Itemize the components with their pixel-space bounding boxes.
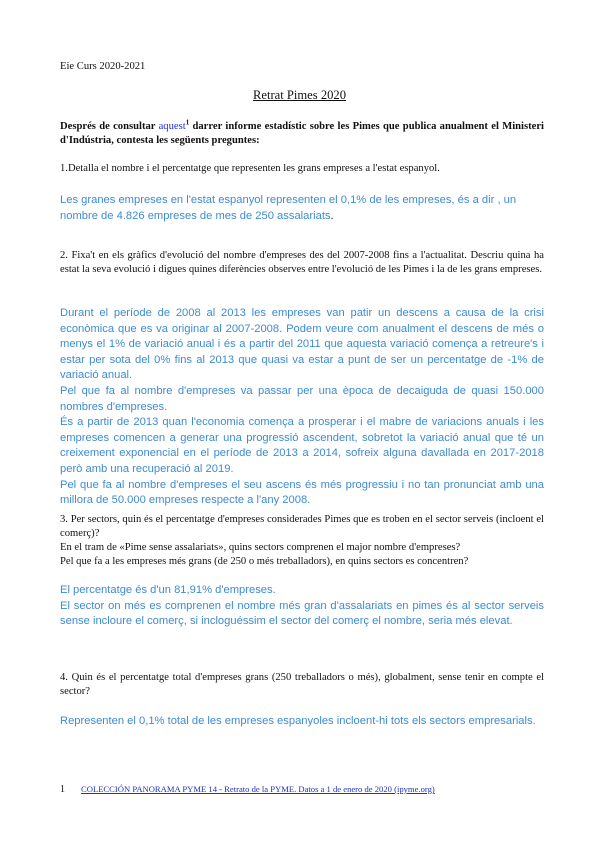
question-3 — [60, 513, 544, 569]
answer-2-paragraph-3: És a partir de 2013 quan l'economia comença a prosperar i el mabre de variacions anuals i les empreses comencen a generar una progressió ascendent, sobretot la variació anual que té un creixement exponencial en el període de 2013 a 2014, sofreix alguna davallada en 2017-2018 però amb una recuperació al 2019. — [60, 416, 544, 475]
answer-4: Representen el 0,1% total de les empreses espanyoles incloent-hi tots els sectors empresarials. — [60, 715, 536, 727]
footnote — [60, 779, 544, 797]
answer-1-period: . — [330, 209, 334, 222]
answer-3-paragraph-2: El sector on més es comprenen el nombre més gran d'assalariats en pimes és al sector serveis sense incloure el comerç, si incloguéssim el sector del comerç el nombre, seria més elevat. — [60, 599, 544, 628]
intro-before: Després de consultar — [60, 121, 159, 132]
page-title: Retrat Pimes 2020 — [252, 88, 347, 102]
answer-1 — [60, 193, 544, 224]
answer-2-paragraph-2: Pel que fa al nombre d'empreses va passar per una època de decaiguda de quasi 150.000 nombres d'empreses. — [60, 384, 544, 413]
question-3-line-2: En el tram de «Pime sense assalariats», quins sectors comprenen el major nombre d'empreses? — [60, 542, 461, 553]
answer-3 — [60, 583, 544, 630]
answer-2-paragraph-1: Durant el període de 2008 al 2013 les empreses van patir un descens a causa de la crisi econòmica que es va originar al 2007-2008. Podem veure com anualment el descens de més o menys el 1% de variació anual i és a partir del 2011 que aquesta variació comença a retreure's i estar per sota del 0% fins al 2013 que quasi va estar a punt de ser un percentatge de -1% de variació anual. — [60, 307, 544, 382]
question-3-line-1: 3. Per sectors, quin és el percentatge d'empreses considerades Pimes que es troben en el sector serveis (incloent el comerç)? — [60, 514, 544, 539]
answer-3-paragraph-1: El percentatge és d'un 81,91% d'empreses. — [60, 584, 276, 596]
intro-after: darrer informe estadístic sobre les Pimes que publica anualment el Ministeri d'Indústria, contesta les següents preguntes: — [60, 121, 544, 146]
course-header: Eie Curs 2020-2021 — [60, 61, 146, 72]
answer-2-paragraph-4: Pel que fa al nombre d'empreses el seu ascens és més progressiu i no tan pronunciat amb una millora de 50.000 empreses respecte a l'any 2008. — [60, 478, 544, 507]
footnote-ref[interactable]: 1 — [185, 118, 190, 127]
question-1: 1.Detalla el nombre i el percentatge que representen les grans empreses a l'estat espanyol. — [60, 163, 440, 174]
question-4: 4. Quin és el percentatge total d'empreses grans (250 treballadors o més), globalment, sense tenir en compte el sector? — [60, 672, 544, 697]
question-3-line-3: Pel que fa a les empreses més grans (de 250 o més treballadors), en quins sectors es concentren? — [60, 556, 469, 567]
footnote-number: 1 — [60, 784, 65, 795]
question-2: 2. Fixa't en els gràfics d'evolució del nombre d'empreses des del 2007-2008 fins a l'actualitat. Descriu quina ha estat la seva evolució i digues quines diferències observes entre l'evolució de les Pimes i la de les grans empreses. — [60, 250, 544, 275]
footnote-link[interactable]: COLECCIÓN PANORAMA PYME 14 - Retrato de la PYME. Datos a 1 de enero de 2020 (ipyme.org) — [81, 784, 435, 794]
answer-1-text: Les granes empreses en l'estat espanyol representen el 0,1% de les empreses, és a dir , un nombre de 4.826 empreses de mes de 250 assalariats — [60, 194, 517, 222]
intro-paragraph — [60, 120, 544, 148]
answer-2 — [60, 306, 544, 509]
report-link[interactable]: aquest — [158, 121, 186, 132]
